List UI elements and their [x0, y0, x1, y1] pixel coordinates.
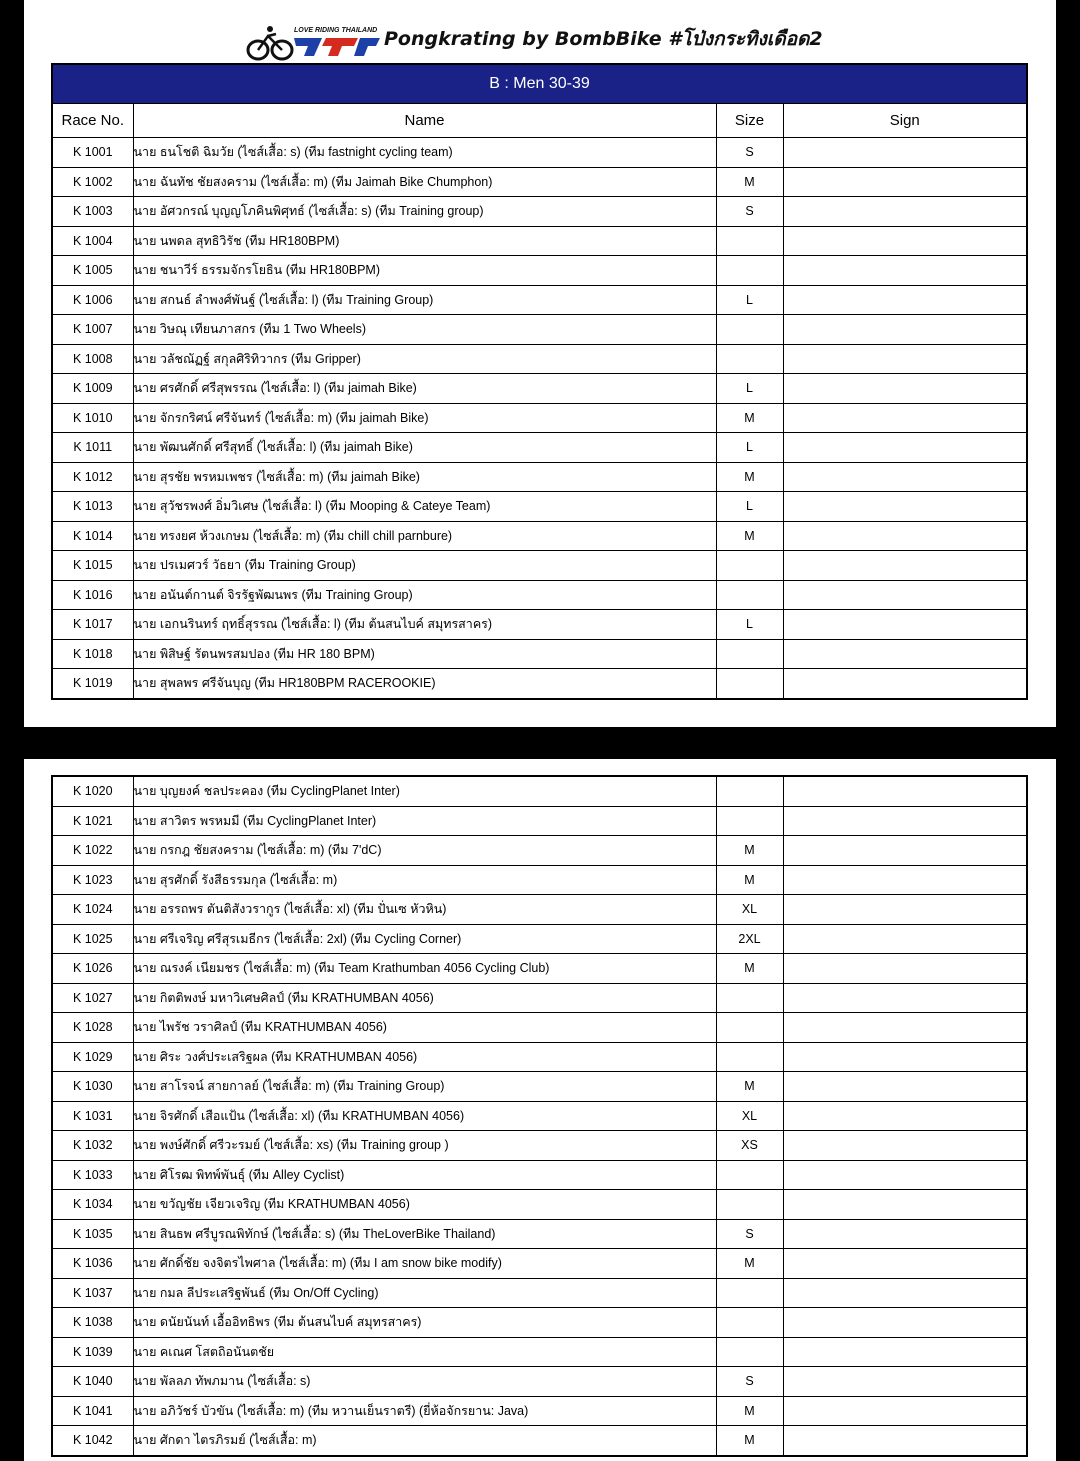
- name-cell: นาย อรรถพร ตันติสังวรากูร (ไซส์เสื้อ: xl) (ทีม ปั่นเซ หัวหิน): [133, 895, 716, 925]
- sign-cell: [783, 344, 1027, 374]
- size-cell: [716, 983, 783, 1013]
- race-no-cell: K 1040: [52, 1367, 133, 1397]
- sign-cell: [783, 1101, 1027, 1131]
- name-cell: นาย วลัชณัฏฐ์ สกุลศิริทิวากร (ทีม Gripper): [133, 344, 716, 374]
- race-no-cell: K 1011: [52, 433, 133, 463]
- sign-cell: [783, 836, 1027, 866]
- name-cell: นาย ศักดิ์ชัย จงจิตรไพศาล (ไซส์เสื้อ: m) (ทีม I am snow bike modify): [133, 1249, 716, 1279]
- sign-cell: [783, 285, 1027, 315]
- size-cell: M: [716, 836, 783, 866]
- document-header: [234, 18, 834, 62]
- name-cell: นาย กิตติพงษ์ มหาวิเศษศิลป์ (ทีม KRATHUMBAN 4056): [133, 983, 716, 1013]
- sign-cell: [783, 776, 1027, 806]
- race-no-cell: K 1010: [52, 403, 133, 433]
- race-no-cell: K 1029: [52, 1042, 133, 1072]
- table-row: [52, 1219, 1027, 1249]
- table-row: [52, 1367, 1027, 1397]
- sign-cell: [783, 1396, 1027, 1426]
- table-row: [52, 669, 1027, 699]
- sign-cell: [783, 551, 1027, 581]
- size-cell: [716, 776, 783, 806]
- race-no-cell: K 1006: [52, 285, 133, 315]
- size-cell: XS: [716, 1131, 783, 1161]
- size-cell: XL: [716, 895, 783, 925]
- document-page-2: [24, 759, 1056, 1461]
- size-cell: S: [716, 1367, 783, 1397]
- document-title: Pongkrating by BombBike #โป่งกระทิงเดือด2: [384, 28, 823, 50]
- size-cell: M: [716, 1072, 783, 1102]
- race-no-cell: K 1039: [52, 1337, 133, 1367]
- size-cell: [716, 1013, 783, 1043]
- table-row: [52, 924, 1027, 954]
- lrt-logo: [234, 20, 382, 62]
- participant-table-page-1: [51, 63, 1028, 700]
- table-row: [52, 315, 1027, 345]
- name-cell: นาย จักรกริศน์ ศรีจันทร์ (ไซส์เสื้อ: m) (ทีม jaimah Bike): [133, 403, 716, 433]
- name-cell: นาย ไพรัช วราศิลป์ (ทีม KRATHUMBAN 4056): [133, 1013, 716, 1043]
- name-cell: นาย กรกฎ ชัยสงคราม (ไซส์เสื้อ: m) (ทีม 7'dC): [133, 836, 716, 866]
- sign-cell: [783, 138, 1027, 168]
- name-cell: นาย สกนธ์ ลำพงศ์พันฐ์ (ไซส์เสื้อ: l) (ทีม Training Group): [133, 285, 716, 315]
- name-cell: นาย ศรีเจริญ ศรีสุรเมธีกร (ไซส์เสื้อ: 2xl) (ทีม Cycling Corner): [133, 924, 716, 954]
- logo-caption: LOVE RIDING THAILAND: [294, 27, 378, 34]
- name-cell: นาย ศิโรฒ พิทพ์พันธุ์ (ทีม Alley Cyclist): [133, 1160, 716, 1190]
- table-row: [52, 806, 1027, 836]
- table-row: [52, 226, 1027, 256]
- name-cell: นาย ณรงค์ เนียมชร (ไซส์เสื้อ: m) (ทีม Team Krathumban 4056 Cycling Club): [133, 954, 716, 984]
- sign-cell: [783, 374, 1027, 404]
- race-no-cell: K 1008: [52, 344, 133, 374]
- race-no-cell: K 1016: [52, 580, 133, 610]
- race-no-cell: K 1033: [52, 1160, 133, 1190]
- sign-cell: [783, 1013, 1027, 1043]
- table-row: [52, 983, 1027, 1013]
- race-no-cell: K 1022: [52, 836, 133, 866]
- name-cell: นาย อภิวัชร์ บัวขัน (ไซส์เสื้อ: m) (ทีม หวานเย็นราตรี) (ยี่ห้อจักรยาน: Java): [133, 1396, 716, 1426]
- size-cell: M: [716, 167, 783, 197]
- size-cell: [716, 1337, 783, 1367]
- size-cell: [716, 639, 783, 669]
- sign-cell: [783, 983, 1027, 1013]
- table-row: [52, 1190, 1027, 1220]
- name-cell: นาย สุรชัย พรหมเพชร (ไซส์เสื้อ: m) (ทีม jaimah Bike): [133, 462, 716, 492]
- table-row: [52, 285, 1027, 315]
- name-cell: นาย ปรเมศวร์ วัธยา (ทีม Training Group): [133, 551, 716, 581]
- table-row: [52, 1337, 1027, 1367]
- name-cell: นาย เอกนรินทร์ ฤทธิ์สุรรณ (ไซส์เสื้อ: l) (ทีม ต้นสนไบค์ สมุทรสาคร): [133, 610, 716, 640]
- participant-table-page-2: [51, 775, 1028, 1457]
- size-cell: XL: [716, 1101, 783, 1131]
- sign-cell: [783, 639, 1027, 669]
- size-cell: L: [716, 492, 783, 522]
- name-cell: นาย ศิระ วงศ์ประเสริฐผล (ทีม KRATHUMBAN 4056): [133, 1042, 716, 1072]
- name-cell: นาย อัศวกรณ์ บุญญโภคินพิศุทธ์ (ไซส์เสื้อ: s) (ทีม Training group): [133, 197, 716, 227]
- race-no-cell: K 1032: [52, 1131, 133, 1161]
- sign-cell: [783, 1308, 1027, 1338]
- sign-cell: [783, 1426, 1027, 1456]
- table-row: [52, 167, 1027, 197]
- column-race-no: Race No.: [52, 104, 133, 138]
- race-no-cell: K 1027: [52, 983, 133, 1013]
- size-cell: 2XL: [716, 924, 783, 954]
- size-cell: M: [716, 462, 783, 492]
- race-no-cell: K 1018: [52, 639, 133, 669]
- race-no-cell: K 1017: [52, 610, 133, 640]
- race-no-cell: K 1038: [52, 1308, 133, 1338]
- name-cell: นาย ศักดา ไตรภิรมย์ (ไซส์เสื้อ: m): [133, 1426, 716, 1456]
- size-cell: [716, 1160, 783, 1190]
- race-no-cell: K 1013: [52, 492, 133, 522]
- sign-cell: [783, 895, 1027, 925]
- race-no-cell: K 1035: [52, 1219, 133, 1249]
- name-cell: นาย สุรศักดิ์ รังสีธรรมกุล (ไซส์เสื้อ: m): [133, 865, 716, 895]
- race-no-cell: K 1005: [52, 256, 133, 286]
- name-cell: นาย พิสิษฐ์ รัตนพรสมปอง (ทีม HR 180 BPM): [133, 639, 716, 669]
- sign-cell: [783, 1337, 1027, 1367]
- name-cell: นาย บุญยงค์ ชลประคอง (ทีม CyclingPlanet Inter): [133, 776, 716, 806]
- sign-cell: [783, 580, 1027, 610]
- sign-cell: [783, 806, 1027, 836]
- sign-cell: [783, 197, 1027, 227]
- sign-cell: [783, 1278, 1027, 1308]
- race-no-cell: K 1014: [52, 521, 133, 551]
- table-row: [52, 895, 1027, 925]
- sign-cell: [783, 462, 1027, 492]
- sign-cell: [783, 669, 1027, 699]
- size-cell: L: [716, 285, 783, 315]
- race-no-cell: K 1023: [52, 865, 133, 895]
- size-cell: M: [716, 1396, 783, 1426]
- name-cell: นาย กมล ลีประเสริฐพันธ์ (ทีม On/Off Cycling): [133, 1278, 716, 1308]
- size-cell: [716, 551, 783, 581]
- size-cell: M: [716, 954, 783, 984]
- table-row: [52, 197, 1027, 227]
- table-row: [52, 1101, 1027, 1131]
- race-no-cell: K 1042: [52, 1426, 133, 1456]
- sign-cell: [783, 167, 1027, 197]
- table-row: [52, 954, 1027, 984]
- race-no-cell: K 1036: [52, 1249, 133, 1279]
- table-row: [52, 865, 1027, 895]
- table-row: [52, 1013, 1027, 1043]
- name-cell: นาย สาวิตร พรหมมี (ทีม CyclingPlanet Inter): [133, 806, 716, 836]
- name-cell: นาย ดนัยนันท์ เอื้ออิทธิพร (ทีม ต้นสนไบค์ สมุทรสาคร): [133, 1308, 716, 1338]
- name-cell: นาย ทรงยศ ห้วงเกษม (ไซส์เสื้อ: m) (ทีม chill chill parnbure): [133, 521, 716, 551]
- race-no-cell: K 1019: [52, 669, 133, 699]
- name-cell: นาย ขวัญชัย เจียวเจริญ (ทีม KRATHUMBAN 4056): [133, 1190, 716, 1220]
- name-cell: นาย อนันต์กานต์ จิรรัฐพัฒนพร (ทีม Training Group): [133, 580, 716, 610]
- sign-cell: [783, 256, 1027, 286]
- size-cell: L: [716, 374, 783, 404]
- race-no-cell: K 1007: [52, 315, 133, 345]
- race-no-cell: K 1001: [52, 138, 133, 168]
- name-cell: นาย จิรศักดิ์ เสือแป้น (ไซส์เสื้อ: xl) (ทีม KRATHUMBAN 4056): [133, 1101, 716, 1131]
- sign-cell: [783, 610, 1027, 640]
- table-row: [52, 1131, 1027, 1161]
- category-band: B : Men 30-39: [52, 64, 1027, 104]
- size-cell: [716, 344, 783, 374]
- table-row: [52, 639, 1027, 669]
- size-cell: M: [716, 521, 783, 551]
- table-row: [52, 1426, 1027, 1456]
- race-no-cell: K 1021: [52, 806, 133, 836]
- size-cell: M: [716, 865, 783, 895]
- name-cell: นาย ฉันทัช ชัยสงคราม (ไซส์เสื้อ: m) (ทีม Jaimah Bike Chumphon): [133, 167, 716, 197]
- name-cell: นาย คเณศ โสตถิอนันตชัย: [133, 1337, 716, 1367]
- table-row: [52, 610, 1027, 640]
- table-row: [52, 776, 1027, 806]
- sign-cell: [783, 521, 1027, 551]
- table-row: [52, 1396, 1027, 1426]
- race-no-cell: K 1041: [52, 1396, 133, 1426]
- size-cell: [716, 1190, 783, 1220]
- sign-cell: [783, 1072, 1027, 1102]
- size-cell: L: [716, 433, 783, 463]
- name-cell: นาย นพดล สุทธิวิรัช (ทีม HR180BPM): [133, 226, 716, 256]
- race-no-cell: K 1034: [52, 1190, 133, 1220]
- sign-cell: [783, 954, 1027, 984]
- name-cell: นาย พัลลภ ทัพภมาน (ไซส์เสื้อ: s): [133, 1367, 716, 1397]
- sign-cell: [783, 403, 1027, 433]
- name-cell: นาย สาโรจน์ สายกาลย์ (ไซส์เสื้อ: m) (ทีม Training Group): [133, 1072, 716, 1102]
- size-cell: S: [716, 1219, 783, 1249]
- sign-cell: [783, 1042, 1027, 1072]
- size-cell: [716, 256, 783, 286]
- race-no-cell: K 1030: [52, 1072, 133, 1102]
- size-cell: M: [716, 1249, 783, 1279]
- column-sign: Sign: [783, 104, 1027, 138]
- size-cell: S: [716, 138, 783, 168]
- name-cell: นาย ธนโชติ ฉิมวัย (ไซส์เสื้อ: s) (ทีม fastnight cycling team): [133, 138, 716, 168]
- name-cell: นาย สินธพ ศรีบูรณพิทักษ์ (ไซส์เสื้อ: s) (ทีม TheLoverBike Thailand): [133, 1219, 716, 1249]
- sign-cell: [783, 1160, 1027, 1190]
- size-cell: [716, 580, 783, 610]
- table-row: [52, 462, 1027, 492]
- table-row: [52, 403, 1027, 433]
- column-size: Size: [716, 104, 783, 138]
- race-no-cell: K 1028: [52, 1013, 133, 1043]
- table-row: [52, 1072, 1027, 1102]
- table-row: [52, 433, 1027, 463]
- size-cell: [716, 1308, 783, 1338]
- race-no-cell: K 1024: [52, 895, 133, 925]
- size-cell: M: [716, 1426, 783, 1456]
- table-row: [52, 836, 1027, 866]
- race-no-cell: K 1031: [52, 1101, 133, 1131]
- race-no-cell: K 1009: [52, 374, 133, 404]
- race-no-cell: K 1003: [52, 197, 133, 227]
- size-cell: S: [716, 197, 783, 227]
- sign-cell: [783, 865, 1027, 895]
- race-no-cell: K 1004: [52, 226, 133, 256]
- sign-cell: [783, 433, 1027, 463]
- size-cell: [716, 806, 783, 836]
- name-cell: นาย วิษณุ เทียนภาสกร (ทีม 1 Two Wheels): [133, 315, 716, 345]
- race-no-cell: K 1025: [52, 924, 133, 954]
- size-cell: [716, 1042, 783, 1072]
- name-cell: นาย พัฒนศักดิ์ ศรีสุทธิ์ (ไซส์เสื้อ: l) (ทีม jaimah Bike): [133, 433, 716, 463]
- race-no-cell: K 1020: [52, 776, 133, 806]
- table-row: [52, 492, 1027, 522]
- table-row: [52, 580, 1027, 610]
- race-no-cell: K 1012: [52, 462, 133, 492]
- sign-cell: [783, 492, 1027, 522]
- table-row: [52, 256, 1027, 286]
- name-cell: นาย พงษ์ศักดิ์ ศรีวะรมย์ (ไซส์เสื้อ: xs) (ทีม Training group ): [133, 1131, 716, 1161]
- table-row: [52, 344, 1027, 374]
- name-cell: นาย สุวัชรพงศ์ อิ่มวิเศษ (ไซส์เสื้อ: l) (ทีม Mooping & Cateye Team): [133, 492, 716, 522]
- size-cell: L: [716, 610, 783, 640]
- table-row: [52, 1278, 1027, 1308]
- table-row: [52, 374, 1027, 404]
- sign-cell: [783, 1249, 1027, 1279]
- sign-cell: [783, 226, 1027, 256]
- name-cell: นาย ศรศักดิ์ ศรีสุพรรณ (ไซส์เสื้อ: l) (ทีม jaimah Bike): [133, 374, 716, 404]
- name-cell: นาย สุพลพร ศรีจันบุญ (ทีม HR180BPM RACEROOKIE): [133, 669, 716, 699]
- size-cell: [716, 669, 783, 699]
- size-cell: M: [716, 403, 783, 433]
- size-cell: [716, 1278, 783, 1308]
- name-cell: นาย ชนาวีร์ ธรรมจักรโยธิน (ทีม HR180BPM): [133, 256, 716, 286]
- table-row: [52, 1308, 1027, 1338]
- table-row: [52, 521, 1027, 551]
- race-no-cell: K 1015: [52, 551, 133, 581]
- table-row: [52, 1042, 1027, 1072]
- table-row: [52, 1160, 1027, 1190]
- race-no-cell: K 1026: [52, 954, 133, 984]
- document-page-1: [24, 0, 1056, 727]
- sign-cell: [783, 1367, 1027, 1397]
- table-row: [52, 551, 1027, 581]
- size-cell: [716, 315, 783, 345]
- sign-cell: [783, 924, 1027, 954]
- table-row: [52, 138, 1027, 168]
- table-row: [52, 1249, 1027, 1279]
- sign-cell: [783, 315, 1027, 345]
- sign-cell: [783, 1131, 1027, 1161]
- column-name: Name: [133, 104, 716, 138]
- race-no-cell: K 1037: [52, 1278, 133, 1308]
- sign-cell: [783, 1190, 1027, 1220]
- sign-cell: [783, 1219, 1027, 1249]
- race-no-cell: K 1002: [52, 167, 133, 197]
- size-cell: [716, 226, 783, 256]
